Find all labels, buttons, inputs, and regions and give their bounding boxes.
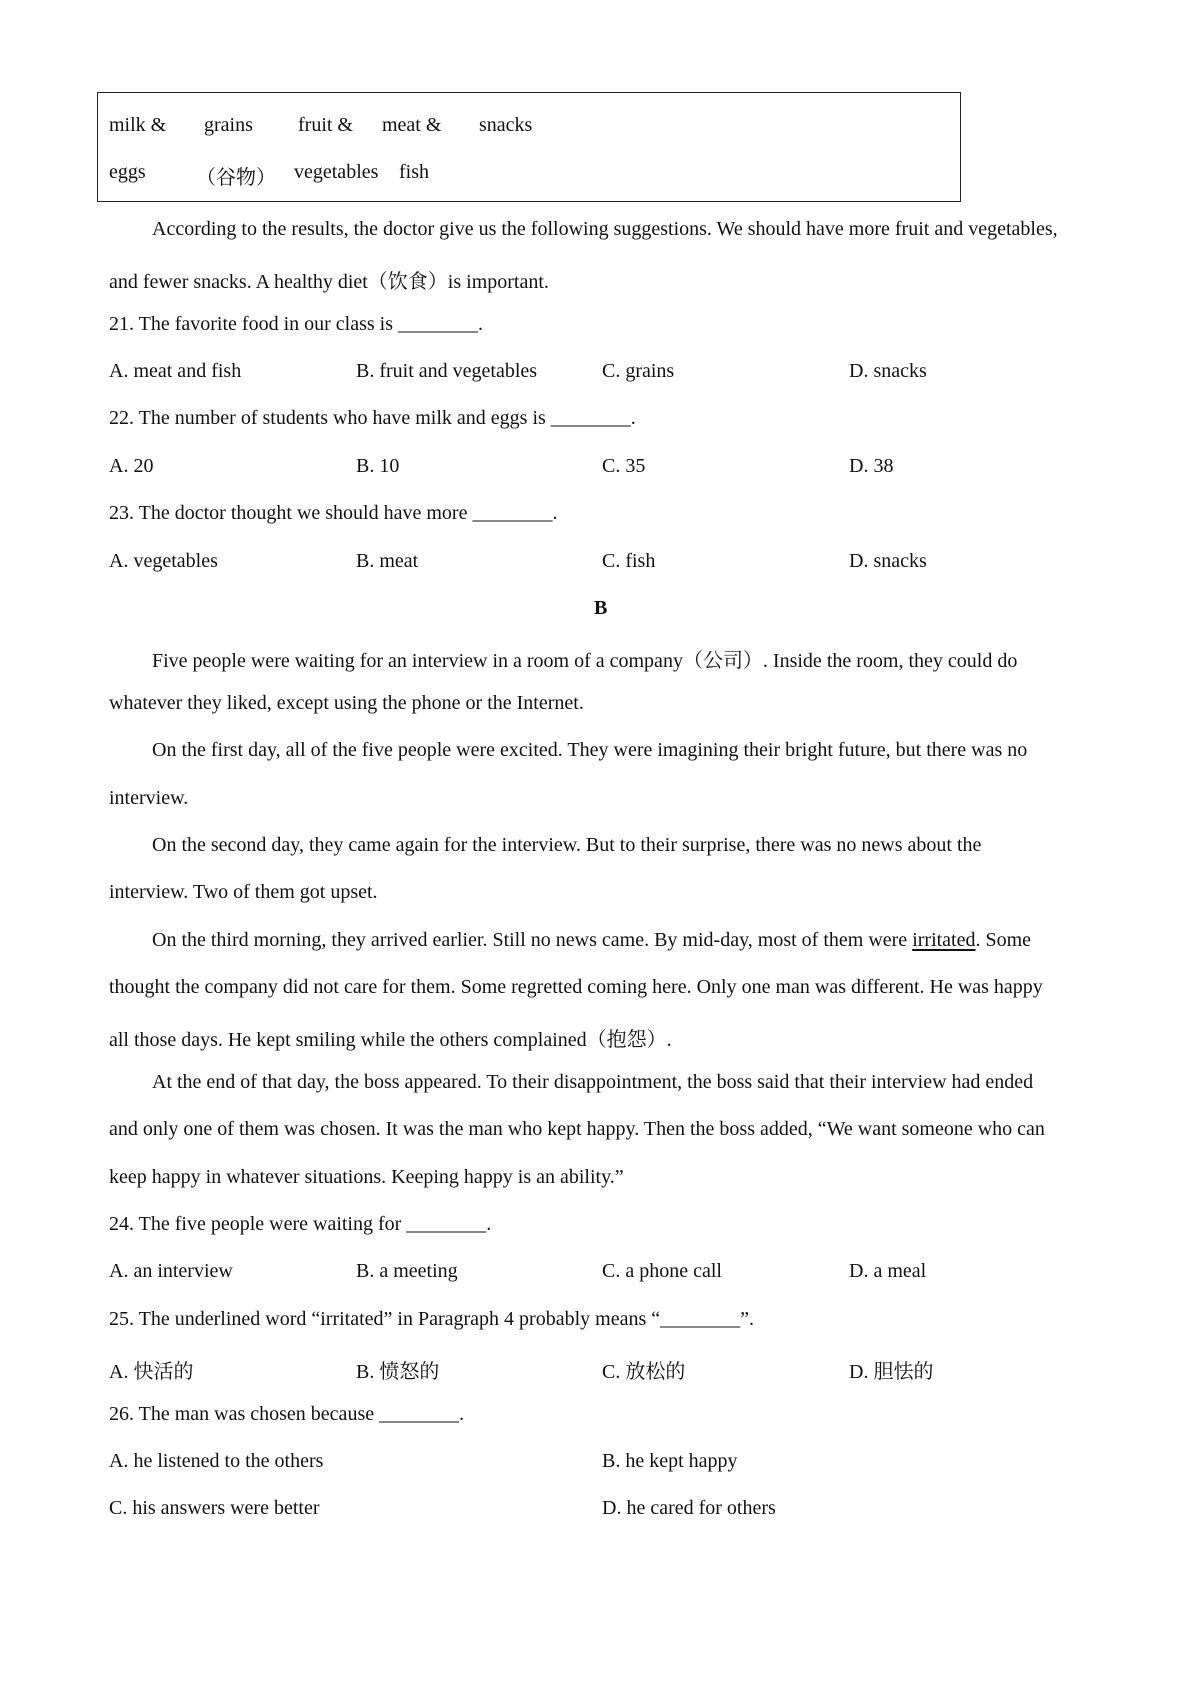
- table-header-milk-2: eggs: [109, 161, 146, 183]
- question-26-stem: 26. The man was chosen because ________.: [109, 1403, 465, 1425]
- table-header-meat-2: fish: [399, 161, 429, 183]
- passage-b-p5-line-3: keep happy in whatever situations. Keeping happy is an ability.”: [109, 1166, 624, 1188]
- question-22-option-c: C. 35: [602, 455, 646, 477]
- table-header-milk-1: milk &: [109, 114, 167, 136]
- passage-b-p1-line-1: Five people were waiting for an interview in a room of a company（公司）. Inside the room, they could do: [152, 650, 1018, 672]
- passage-b-p4-line-3: all those days. He kept smiling while the others complained（抱怨）.: [109, 1029, 672, 1051]
- table-header-fruit-2: vegetables: [294, 161, 379, 183]
- passage-b-p2-line-1: On the first day, all of the five people were excited. They were imagining their bright future, but there was no: [152, 739, 1028, 761]
- question-23-stem: 23. The doctor thought we should have more ________.: [109, 502, 558, 524]
- passage-b-p4-line-1: [152, 929, 1031, 952]
- passage-a-line-1: According to the results, the doctor give us the following suggestions. We should have more fruit and vegetables,: [152, 218, 1058, 240]
- passage-b-p4-line-2: thought the company did not care for them. Some regretted coming here. Only one man was different. He was happy: [109, 976, 1043, 998]
- passage-b-p5-line-1: At the end of that day, the boss appeared. To their disappointment, the boss said that their interview had ended: [152, 1071, 1034, 1093]
- table-header-meat-1: meat &: [382, 114, 442, 136]
- question-25-option-d: D. 胆怯的: [849, 1361, 934, 1383]
- question-24-stem: 24. The five people were waiting for ________.: [109, 1213, 492, 1235]
- question-23-option-d: D. snacks: [849, 550, 927, 572]
- question-26-option-c: C. his answers were better: [109, 1497, 320, 1519]
- question-21-option-d: D. snacks: [849, 360, 927, 382]
- underlined-word-irritated: irritated: [912, 929, 976, 951]
- question-21-option-a: A. meat and fish: [109, 360, 242, 382]
- passage-b-p4-after: . Some: [975, 929, 1032, 951]
- question-24-option-c: C. a phone call: [602, 1260, 722, 1282]
- table-header-snacks: snacks: [479, 114, 533, 136]
- table-header-fruit-1: fruit &: [298, 114, 353, 136]
- table-header-grains-2: （谷物）: [196, 167, 276, 189]
- question-21-option-b: B. fruit and vegetables: [356, 360, 538, 382]
- question-22-option-b: B. 10: [356, 455, 400, 477]
- table-header-grains-1: grains: [204, 114, 253, 136]
- question-24-option-b: B. a meeting: [356, 1260, 458, 1282]
- passage-b-p5-line-2: and only one of them was chosen. It was the man who kept happy. Then the boss added, “We want someone who can: [109, 1118, 1045, 1140]
- question-26-option-a: A. he listened to the others: [109, 1450, 324, 1472]
- question-23-option-b: B. meat: [356, 550, 419, 572]
- question-25-option-b: B. 愤怒的: [356, 1361, 440, 1383]
- question-24-option-d: D. a meal: [849, 1260, 927, 1282]
- question-23-option-a: A. vegetables: [109, 550, 218, 572]
- question-26-option-b: B. he kept happy: [602, 1450, 738, 1472]
- passage-b-p1-line-2: whatever they liked, except using the phone or the Internet.: [109, 692, 584, 714]
- question-25-stem: 25. The underlined word “irritated” in Paragraph 4 probably means “________”.: [109, 1308, 754, 1330]
- question-26-option-d: D. he cared for others: [602, 1497, 776, 1519]
- passage-b-p3-line-2: interview. Two of them got upset.: [109, 881, 378, 903]
- question-21-option-c: C. grains: [602, 360, 675, 382]
- question-25-option-a: A. 快活的: [109, 1361, 194, 1383]
- question-22-option-d: D. 38: [849, 455, 894, 477]
- question-22-stem: 22. The number of students who have milk and eggs is ________.: [109, 407, 636, 429]
- passage-b-p4-before: On the third morning, they arrived earlier. Still no news came. By mid-day, most of them were: [152, 929, 913, 951]
- passage-a-line-2: and fewer snacks. A healthy diet（饮食）is important.: [109, 271, 549, 293]
- question-21-stem: 21. The favorite food in our class is ________.: [109, 313, 484, 335]
- section-b-title: B: [594, 597, 608, 619]
- question-23-option-c: C. fish: [602, 550, 656, 572]
- question-22-option-a: A. 20: [109, 455, 154, 477]
- question-25-option-c: C. 放松的: [602, 1361, 686, 1383]
- passage-b-p2-line-2: interview.: [109, 787, 189, 809]
- passage-b-p3-line-1: On the second day, they came again for the interview. But to their surprise, there was no news about the: [152, 834, 982, 856]
- question-24-option-a: A. an interview: [109, 1260, 233, 1282]
